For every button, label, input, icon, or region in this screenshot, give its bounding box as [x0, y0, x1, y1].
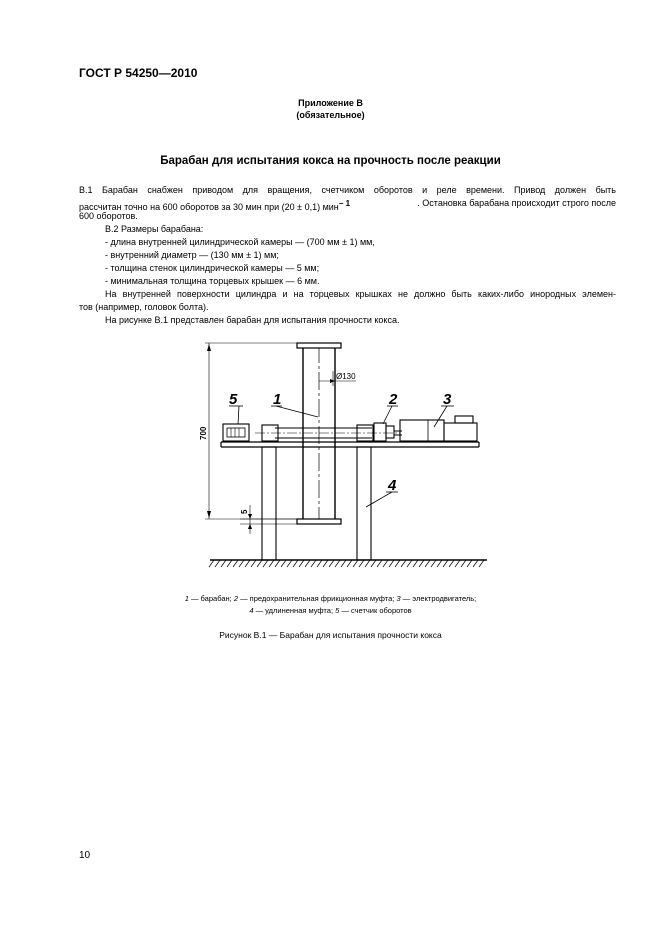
- legend-text: — счетчик оборотов: [339, 606, 412, 615]
- ground-hatch-stroke: [449, 560, 454, 567]
- paragraph-b1-line3: 600 оборотов.: [79, 211, 138, 221]
- paragraph-b2-title: В.2 Размеры барабана:: [105, 224, 204, 234]
- ground-hatch-stroke: [413, 560, 418, 567]
- list-item: - толщина стенок цилиндрической камеры — 5 мм;: [105, 263, 320, 273]
- paragraph-3-line2: тов (например, головок болта).: [79, 302, 209, 312]
- ground-hatch-stroke: [317, 560, 322, 567]
- ground-hatch-stroke: [389, 560, 394, 567]
- section-title: Барабан для испытания кокса на прочность после реакции: [160, 155, 501, 167]
- b1-line2-end: . Остановка барабана происходит строго после: [417, 198, 616, 208]
- legend-text: — удлиненная муфта;: [253, 606, 336, 615]
- paragraph-4: На рисунке В.1 представлен барабан для испытания прочности кокса.: [105, 315, 400, 325]
- wall-thickness-label: 5: [240, 509, 249, 514]
- ground-hatch-stroke: [347, 560, 352, 567]
- support-legs: [262, 447, 371, 560]
- callout-leaders: [229, 406, 454, 507]
- annex-title: Приложение В: [298, 98, 363, 108]
- friction-coupling: [374, 423, 402, 441]
- ground-hatch-stroke: [431, 560, 436, 567]
- callout-4-label: 4: [388, 477, 397, 494]
- figure-legend-line1: [0, 594, 661, 603]
- ground-hatch-stroke: [233, 560, 238, 567]
- ground-hatch-stroke: [443, 560, 448, 567]
- ground-hatch-stroke: [383, 560, 388, 567]
- ground-hatch-stroke: [335, 560, 340, 567]
- ground-hatch-stroke: [329, 560, 334, 567]
- annex-status: (обязательное): [296, 110, 365, 120]
- ground-hatch-stroke: [227, 560, 232, 567]
- document-header: ГОСТ Р 54250—2010: [79, 66, 198, 80]
- equipment-table: [221, 442, 479, 447]
- page-number: 10: [79, 850, 91, 861]
- callout-2-label: 2: [389, 391, 398, 408]
- b1-line2-text: рассчитан точно на 600 оборотов за 30 мин при (20 ± 0,1) мин: [79, 202, 339, 212]
- drum-cylinder: [297, 343, 341, 524]
- ground-hatch-stroke: [221, 560, 226, 567]
- ground-hatch-stroke: [305, 560, 310, 567]
- list-item: - длина внутренней цилиндрической камеры — (700 мм ± 1) мм,: [105, 237, 375, 247]
- legend-num: 4: [249, 606, 254, 615]
- ground-hatch-stroke: [401, 560, 406, 567]
- minus-one-superscript: − 1: [338, 199, 351, 208]
- ground-hatch-stroke: [365, 560, 370, 567]
- ground-hatch-stroke: [245, 560, 250, 567]
- diameter-label: Ø130: [336, 372, 356, 381]
- list-item: - минимальная толщина торцевых крышек — 6 мм.: [105, 276, 320, 286]
- ground-hatch-stroke: [257, 560, 262, 567]
- ground-hatch-stroke: [353, 560, 358, 567]
- ground-hatch-stroke: [311, 560, 316, 567]
- ground-hatch-stroke: [323, 560, 328, 567]
- ground-hatch-stroke: [263, 560, 268, 567]
- ground-hatch-stroke: [473, 560, 478, 567]
- callout-3-label: 3: [443, 391, 452, 408]
- ground-hatch-stroke: [359, 560, 364, 567]
- ground-hatch-stroke: [371, 560, 376, 567]
- legend-num: 2: [233, 594, 238, 603]
- drive-shaft: [255, 425, 400, 441]
- ground-hatch-stroke: [407, 560, 412, 567]
- ground-hatch-stroke: [395, 560, 400, 567]
- ground-hatch-stroke: [461, 560, 466, 567]
- revolution-counter: [223, 424, 249, 441]
- ground-hatch-stroke: [293, 560, 298, 567]
- dimension-length: [205, 343, 300, 519]
- ground-hatch-stroke: [269, 560, 274, 567]
- list-item: - внутренний диаметр — (130 мм ± 1) мм;: [105, 250, 279, 260]
- ground-hatch-stroke: [341, 560, 346, 567]
- legend-text: — барабан;: [188, 594, 234, 603]
- dimension-wall: [240, 505, 300, 534]
- ground-hatch-stroke: [455, 560, 460, 567]
- ground-hatch-stroke: [299, 560, 304, 567]
- ground-hatch-stroke: [209, 560, 214, 567]
- paragraph-b1-line1: В.1 Барабан снабжен приводом для вращения, счетчиком оборотов и реле времени. Привод должен быть: [79, 185, 616, 195]
- ground-line: [209, 560, 487, 567]
- legend-num: 1: [184, 594, 189, 603]
- legend-num: 3: [396, 594, 401, 603]
- legend-text: — предохранительная фрикционная муфта;: [237, 594, 397, 603]
- ground-hatch-stroke: [419, 560, 424, 567]
- figure-legend-line2: [0, 606, 661, 615]
- ground-hatch-stroke: [467, 560, 472, 567]
- ground-hatch-stroke: [215, 560, 220, 567]
- callout-5-label: 5: [229, 391, 238, 408]
- ground-hatch-stroke: [437, 560, 442, 567]
- ground-hatch-stroke: [275, 560, 280, 567]
- ground-hatch-stroke: [377, 560, 382, 567]
- ground-hatch-stroke: [287, 560, 292, 567]
- ground-hatch-stroke: [479, 560, 484, 567]
- legend-text: — электродвигатель;: [400, 594, 477, 603]
- paragraph-3-line1: На внутренней поверхности цилиндра и на торцевых крышках не должно быть каких-либо инородных элемен-: [105, 289, 616, 299]
- legend-num: 5: [335, 606, 340, 615]
- callout-1-label: 1: [273, 391, 282, 408]
- ground-hatch-stroke: [239, 560, 244, 567]
- ground-hatch-stroke: [251, 560, 256, 567]
- figure-caption: Рисунок В.1 — Барабан для испытания прочности кокса: [219, 630, 442, 640]
- length-label: 700: [199, 426, 208, 440]
- ground-hatch-stroke: [281, 560, 286, 567]
- ground-hatch-stroke: [425, 560, 430, 567]
